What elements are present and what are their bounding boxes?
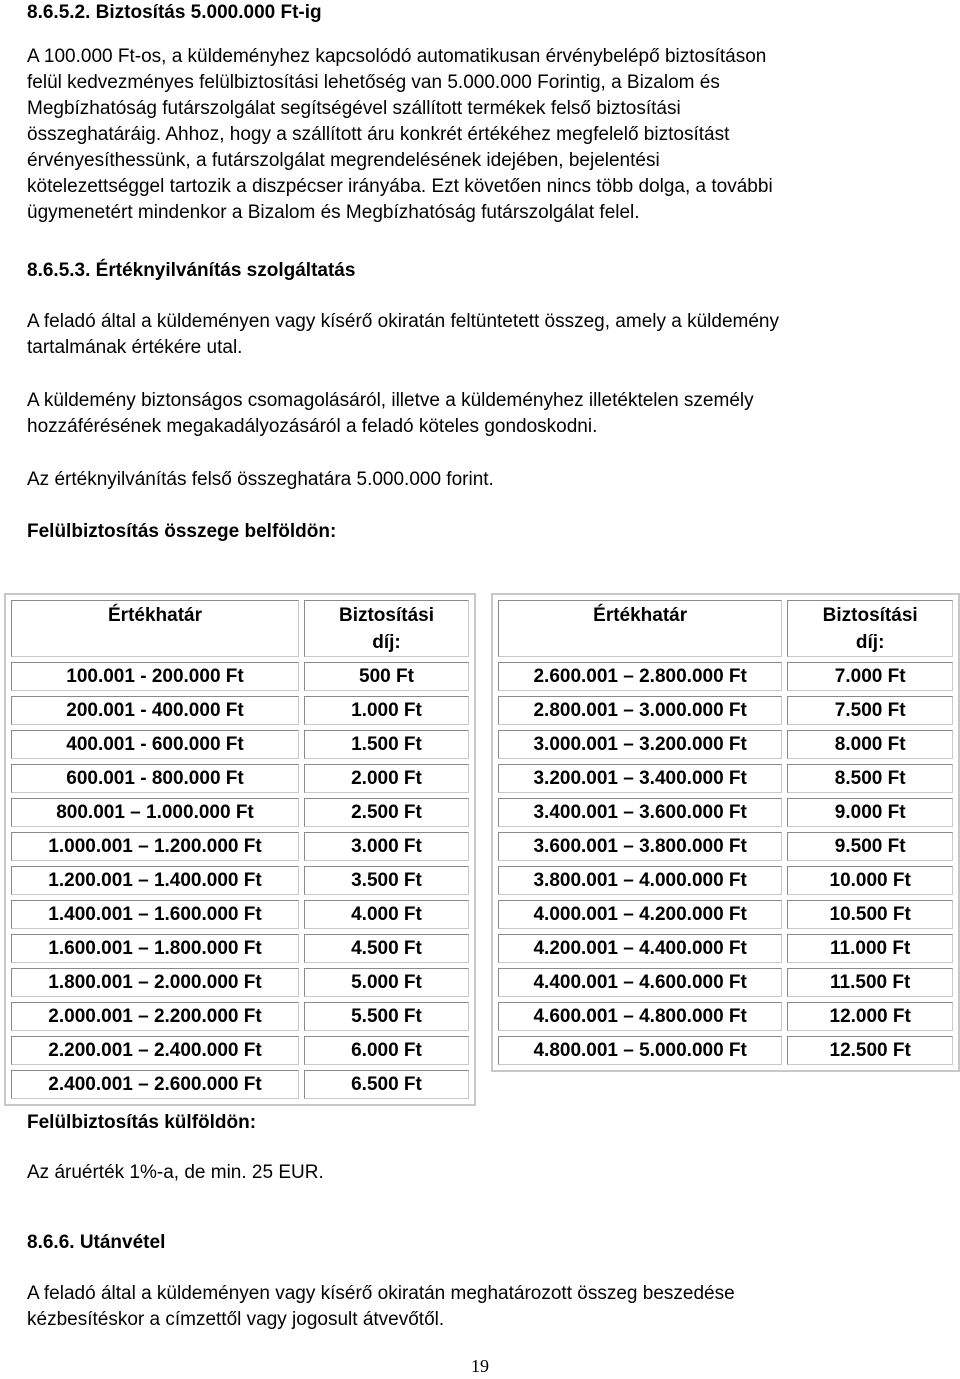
cell-range: 4.600.001 – 4.800.000 Ft bbox=[498, 1002, 782, 1031]
cell-fee: 6.000 Ft bbox=[304, 1036, 469, 1065]
fee-table-right bbox=[491, 593, 960, 1072]
heading-abroad-insurance: Felülbiztosítás külföldön: bbox=[27, 1112, 257, 1133]
table-row bbox=[498, 900, 953, 929]
paragraph-line: érvényesíthessünk, a futárszolgálat megrendelésének idejében, bejelentési bbox=[27, 150, 660, 171]
fee-table-left bbox=[4, 593, 476, 1106]
header-fee-line2: díj: bbox=[372, 632, 401, 653]
page-number: 19 bbox=[471, 1356, 489, 1376]
table-row bbox=[498, 764, 953, 793]
table-row bbox=[11, 1002, 469, 1031]
cell-range: 3.000.001 – 3.200.000 Ft bbox=[498, 730, 782, 759]
cell-range: 1.800.001 – 2.000.000 Ft bbox=[11, 968, 299, 997]
cell-range: 2.600.001 – 2.800.000 Ft bbox=[498, 662, 782, 691]
header-fee-line1: Biztosítási bbox=[822, 605, 918, 626]
table-row bbox=[498, 1002, 953, 1031]
cell-fee: 4.000 Ft bbox=[304, 900, 469, 929]
table-row bbox=[11, 798, 469, 827]
paragraph-line: kötelezettséggel tartozik a diszpécser irányába. Ezt követően nincs több dolga, a további bbox=[27, 176, 773, 197]
paragraph-line: A feladó által a küldeményen vagy kísérő okiratán feltüntetett összeg, amely a küldemény bbox=[27, 311, 779, 332]
cell-range: 1.400.001 – 1.600.000 Ft bbox=[11, 900, 299, 929]
paragraph-line: A feladó által a küldeményen vagy kísérő okiratán meghatározott összeg beszedése bbox=[27, 1283, 735, 1304]
cell-range: 600.001 - 800.000 Ft bbox=[11, 764, 299, 793]
cell-fee: 10.000 Ft bbox=[787, 866, 953, 895]
header-value-range: Értékhatár bbox=[11, 600, 299, 657]
cell-range: 4.000.001 – 4.200.000 Ft bbox=[498, 900, 782, 929]
cell-fee: 11.500 Ft bbox=[787, 968, 953, 997]
header-value-range: Értékhatár bbox=[498, 600, 782, 657]
table-row bbox=[11, 968, 469, 997]
table-row bbox=[498, 934, 953, 963]
cell-fee: 2.500 Ft bbox=[304, 798, 469, 827]
cell-range: 2.000.001 – 2.200.000 Ft bbox=[11, 1002, 299, 1031]
paragraph-line: kézbesítéskor a címzettől vagy jogosult átvevőtől. bbox=[27, 1309, 445, 1330]
table-row bbox=[498, 798, 953, 827]
paragraph-line: tartalmának értékére utal. bbox=[27, 337, 243, 358]
header-insurance-fee bbox=[787, 600, 953, 657]
table-row bbox=[498, 730, 953, 759]
cell-range: 2.800.001 – 3.000.000 Ft bbox=[498, 696, 782, 725]
table-row bbox=[11, 696, 469, 725]
table-row bbox=[11, 900, 469, 929]
table-row bbox=[11, 764, 469, 793]
table-row bbox=[11, 866, 469, 895]
cell-range: 1.600.001 – 1.800.000 Ft bbox=[11, 934, 299, 963]
table-row bbox=[498, 662, 953, 691]
table-row bbox=[11, 730, 469, 759]
cell-range: 4.400.001 – 4.600.000 Ft bbox=[498, 968, 782, 997]
cell-range: 200.001 - 400.000 Ft bbox=[11, 696, 299, 725]
cell-fee: 11.000 Ft bbox=[787, 934, 953, 963]
cell-fee: 9.500 Ft bbox=[787, 832, 953, 861]
cell-fee: 1.500 Ft bbox=[304, 730, 469, 759]
cell-fee: 12.500 Ft bbox=[787, 1036, 953, 1065]
heading-value-declaration: 8.6.5.3. Értéknyilvánítás szolgáltatás bbox=[27, 260, 356, 281]
cell-range: 1.200.001 – 1.400.000 Ft bbox=[11, 866, 299, 895]
table-row bbox=[11, 934, 469, 963]
table-row bbox=[11, 832, 469, 861]
table-header-row bbox=[11, 600, 469, 657]
cell-range: 4.200.001 – 4.400.000 Ft bbox=[498, 934, 782, 963]
cell-fee: 7.500 Ft bbox=[787, 696, 953, 725]
cell-range: 1.000.001 – 1.200.000 Ft bbox=[11, 832, 299, 861]
cell-fee: 5.500 Ft bbox=[304, 1002, 469, 1031]
cell-range: 2.400.001 – 2.600.000 Ft bbox=[11, 1070, 299, 1099]
table-row bbox=[11, 662, 469, 691]
table-row bbox=[11, 1036, 469, 1065]
paragraph-line: felül kedvezményes felülbiztosítási lehetőség van 5.000.000 Forintig, a Bizalom és bbox=[27, 72, 720, 93]
cell-fee: 9.000 Ft bbox=[787, 798, 953, 827]
paragraph-abroad-insurance: Az áruérték 1%-a, de min. 25 EUR. bbox=[27, 1162, 324, 1183]
cell-fee: 500 Ft bbox=[304, 662, 469, 691]
table-row bbox=[498, 696, 953, 725]
cell-range: 2.200.001 – 2.400.000 Ft bbox=[11, 1036, 299, 1065]
cell-fee: 12.000 Ft bbox=[787, 1002, 953, 1031]
cell-range: 400.001 - 600.000 Ft bbox=[11, 730, 299, 759]
header-insurance-fee bbox=[304, 600, 469, 657]
heading-cash-on-delivery: 8.6.6. Utánvétel bbox=[27, 1232, 166, 1253]
cell-fee: 1.000 Ft bbox=[304, 696, 469, 725]
cell-range: 800.001 – 1.000.000 Ft bbox=[11, 798, 299, 827]
cell-fee: 3.000 Ft bbox=[304, 832, 469, 861]
cell-range: 3.200.001 – 3.400.000 Ft bbox=[498, 764, 782, 793]
table-row bbox=[11, 1070, 469, 1099]
paragraph-line: A küldemény biztonságos csomagolásáról, illetve a küldeményhez illetéktelen személy bbox=[27, 390, 754, 411]
paragraph-line: összeghatáráig. Ahhoz, hogy a szállított áru konkrét értékéhez megfelelő biztosítást bbox=[27, 124, 730, 145]
cell-fee: 6.500 Ft bbox=[304, 1070, 469, 1099]
header-fee-line1: Biztosítási bbox=[338, 605, 435, 626]
heading-insurance: 8.6.5.2. Biztosítás 5.000.000 Ft-ig bbox=[27, 2, 322, 23]
paragraph-line: hozzáférésének megakadályozásáról a feladó köteles gondoskodni. bbox=[27, 416, 598, 437]
cell-range: 4.800.001 – 5.000.000 Ft bbox=[498, 1036, 782, 1065]
cell-fee: 8.000 Ft bbox=[787, 730, 953, 759]
table-row bbox=[498, 1036, 953, 1065]
cell-fee: 2.000 Ft bbox=[304, 764, 469, 793]
paragraph-line: Megbízhatóság futárszolgálat segítségével szállított termékek felső biztosítási bbox=[27, 98, 681, 119]
cell-range: 3.800.001 – 4.000.000 Ft bbox=[498, 866, 782, 895]
heading-domestic-insurance: Felülbiztosítás összege belföldön: bbox=[27, 521, 337, 542]
table-row bbox=[498, 968, 953, 997]
table-row bbox=[498, 832, 953, 861]
table-header-row bbox=[498, 600, 953, 657]
cell-fee: 10.500 Ft bbox=[787, 900, 953, 929]
cell-fee: 5.000 Ft bbox=[304, 968, 469, 997]
paragraph-upper-limit: Az értéknyilvánítás felső összeghatára 5.000.000 forint. bbox=[27, 469, 494, 490]
cell-range: 3.600.001 – 3.800.000 Ft bbox=[498, 832, 782, 861]
paragraph-line: ügymenetért mindenkor a Bizalom és Megbízhatóság futárszolgálat felel. bbox=[27, 202, 640, 223]
cell-fee: 3.500 Ft bbox=[304, 866, 469, 895]
cell-range: 3.400.001 – 3.600.000 Ft bbox=[498, 798, 782, 827]
cell-fee: 4.500 Ft bbox=[304, 934, 469, 963]
cell-fee: 7.000 Ft bbox=[787, 662, 953, 691]
paragraph-line: A 100.000 Ft-os, a küldeményhez kapcsolódó automatikusan érvénybelépő biztosításon bbox=[27, 46, 767, 67]
header-fee-line2: díj: bbox=[855, 632, 885, 653]
cell-range: 100.001 - 200.000 Ft bbox=[11, 662, 299, 691]
cell-fee: 8.500 Ft bbox=[787, 764, 953, 793]
table-row bbox=[498, 866, 953, 895]
